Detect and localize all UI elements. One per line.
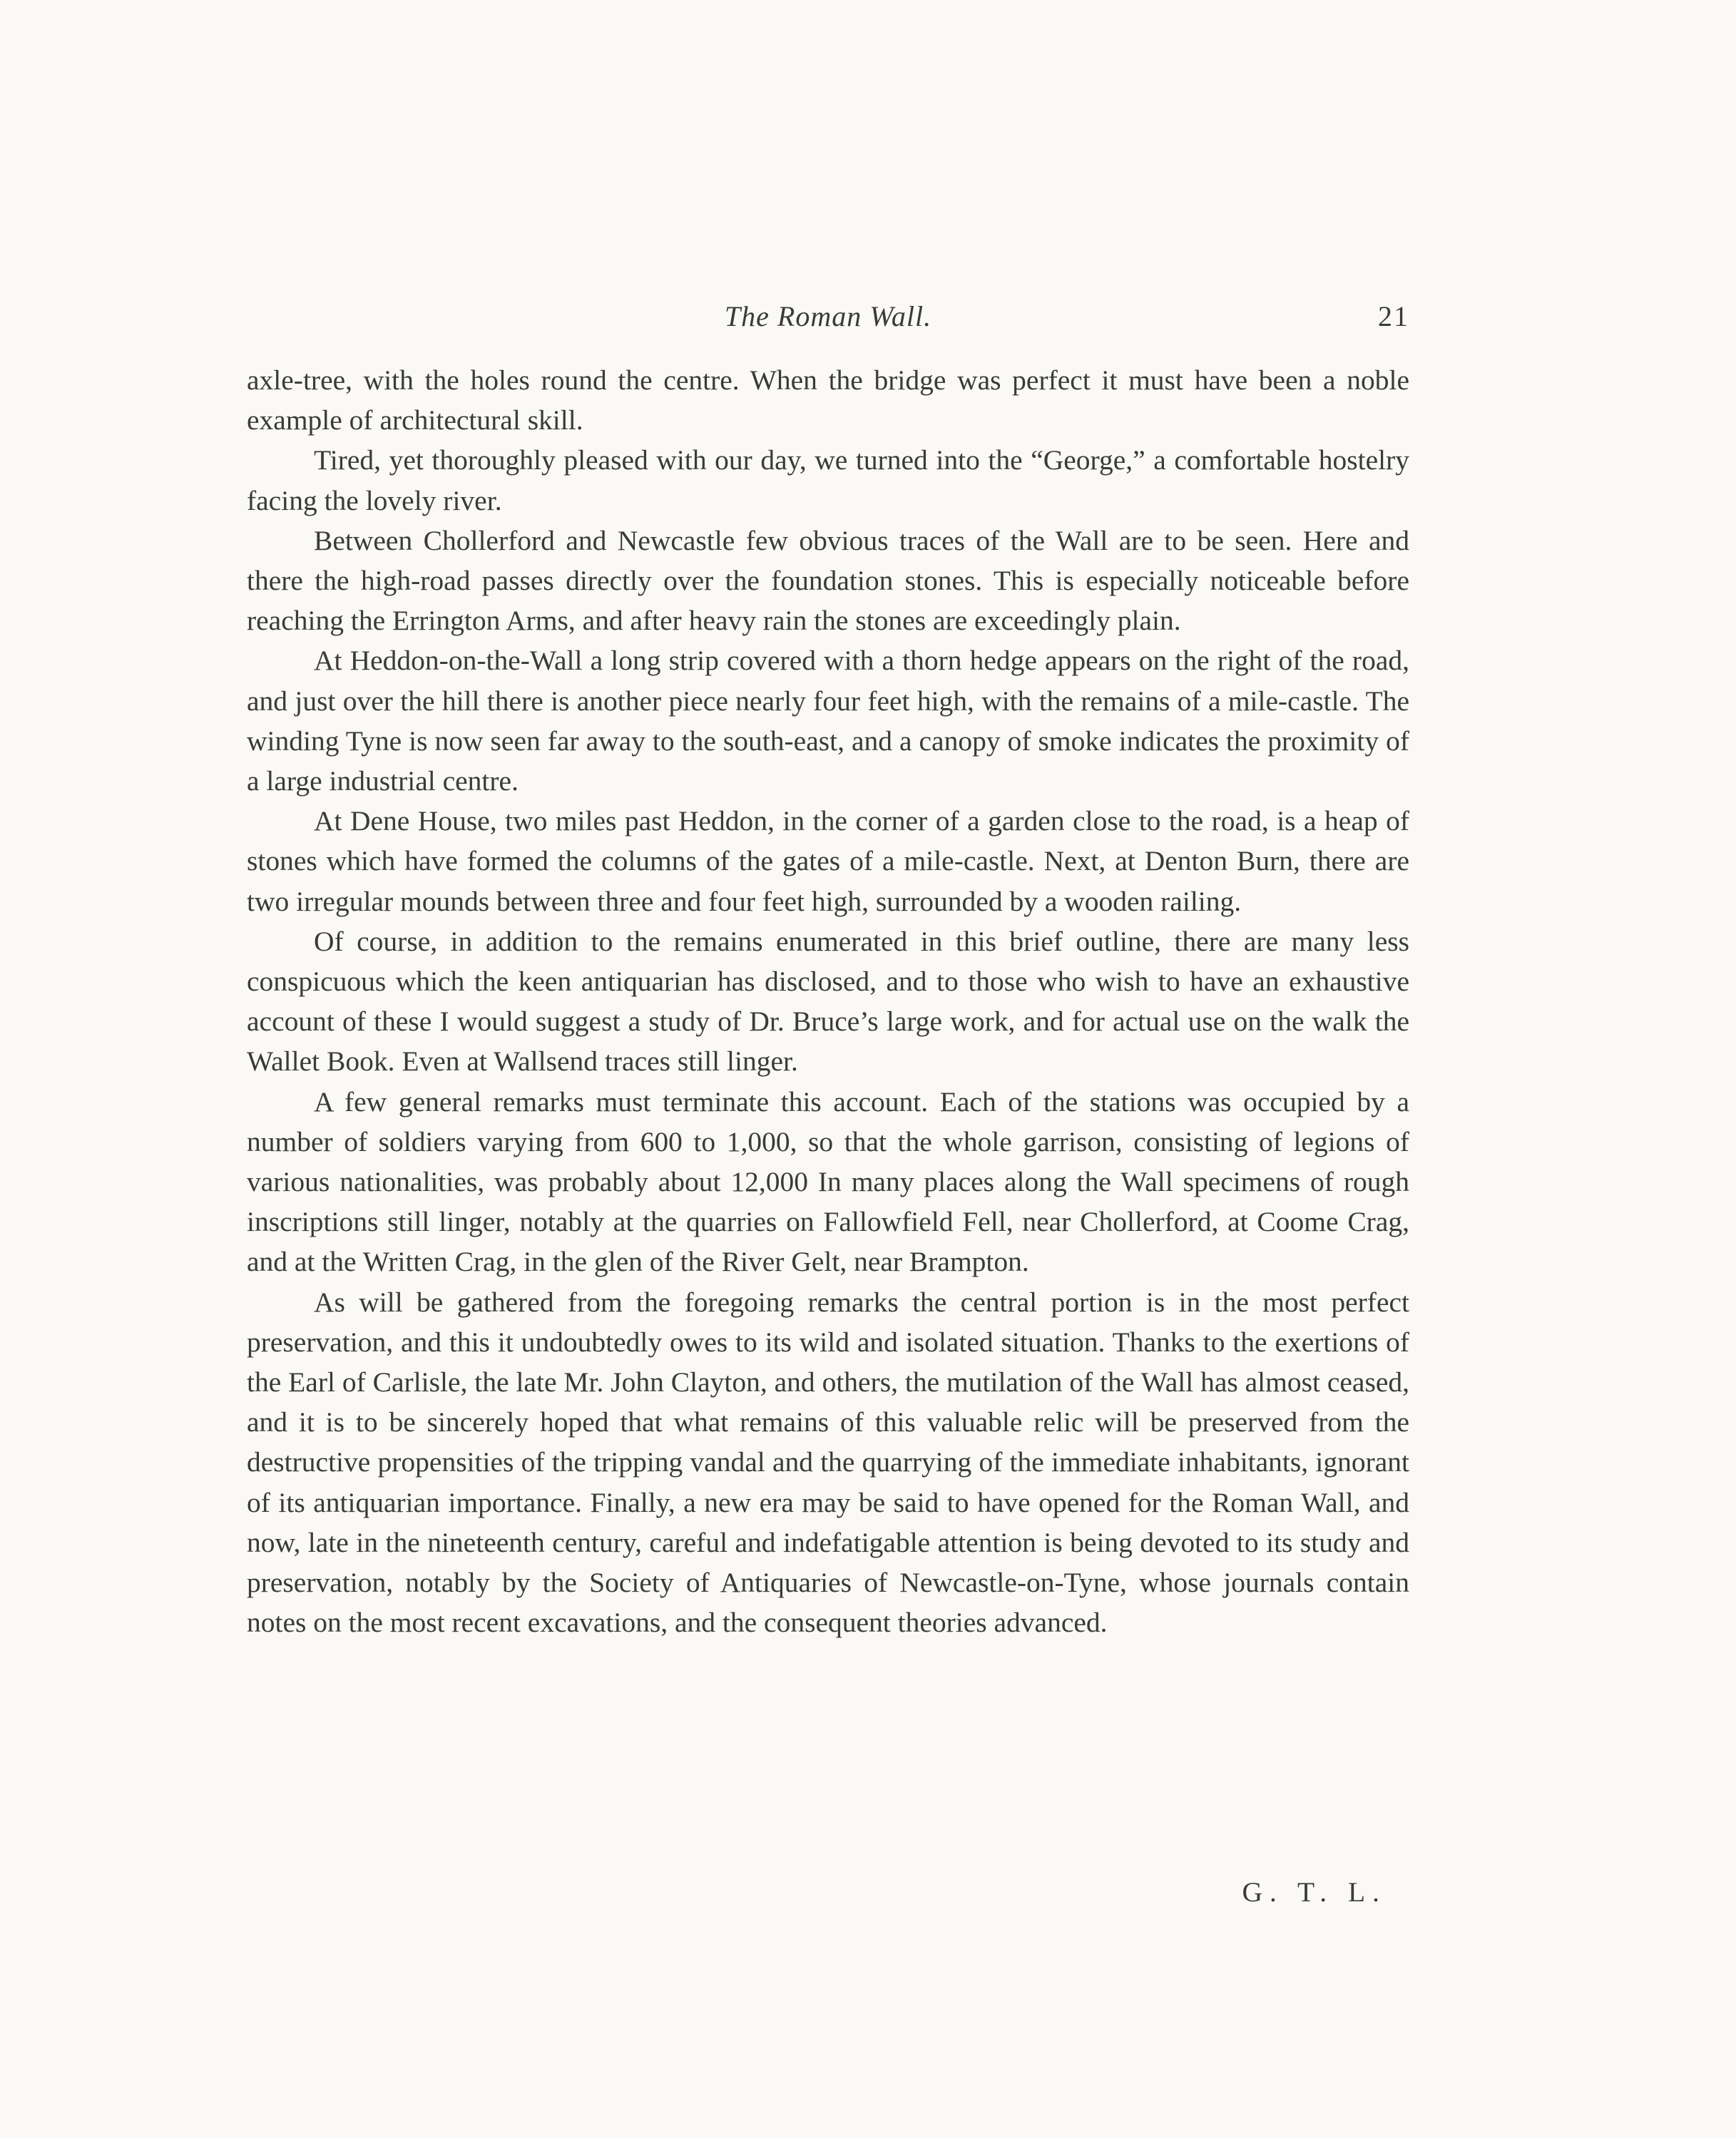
paragraph: Of course, in addition to the remains enumerated in this brief outline, there are many less conspicuous which the keen antiquarian has disclosed, and to those who wish to have an exhaustive account of these I would suggest a study of Dr. Bruce’s large work, and for actual use on the walk the Wallet Book. Even at Wallsend traces still linger. bbox=[247, 925, 1409, 1078]
running-head bbox=[247, 300, 1409, 342]
page-number: 21 bbox=[1378, 300, 1409, 332]
paragraph: At Dene House, two miles past Heddon, in the corner of a garden close to the road, is a heap of stones which have formed the columns of the gates of a mile-castle. Next, at Denton Burn, there are two irregular mounds between three and four feet high, surrounded by a wooden railing. bbox=[247, 805, 1409, 917]
paragraph: axle-tree, with the holes round the centre. When the bridge was perfect it must have been a noble example of architectural skill. bbox=[247, 364, 1409, 436]
paragraph: A few general remarks must terminate this account. Each of the stations was occupied by a number of soldiers varying from 600 to 1,000, so that the whole garrison, consisting of legions of various nationalities, was probably about 12,000 In many places along the Wall specimens of rough inscriptions still linger, notably at the quarries on Fallowfield Fell, near Chollerford, at Coome Crag, and at the Written Crag, in the glen of the River Gelt, near Brampton. bbox=[247, 1085, 1409, 1278]
paragraph: As will be gathered from the foregoing remarks the central portion is in the most perfect preservation, and this it undoubtedly owes to its wild and isolated situation. Thanks to the exertions of the Earl of Carlisle, the late Mr. John Clayton, and others, the mutilation of the Wall has almost ceased, and it is to be sincerely hoped that what remains of this valuable relic will be preserved from the destructive propensities of the tripping vandal and the quarrying of the immediate inhabitants, ignorant of its antiquarian importance. Finally, a new era may be said to have opened for the Roman Wall, and now, late in the nineteenth century, careful and indefatigable attention is being devoted to its study and preservation, notably by the Society of Antiquaries of Newcastle-on-Tyne, whose journals contain notes on the most recent excavations, and the consequent theories advanced. bbox=[247, 1286, 1409, 1639]
paragraph: At Heddon-on-the-Wall a long strip covered with a thorn hedge appears on the right of the road, and just over the hill there is another piece nearly four feet high, with the remains of a mile-castle. The winding Tyne is now seen far away to the south-east, and a canopy of smoke indicates the proximity of a large industrial centre. bbox=[247, 645, 1409, 797]
paragraph: Between Chollerford and Newcastle few obvious traces of the Wall are to be seen. Here and there the high-road passes directly over the foundation stones. This is especially noticeable before reaching the Errington Arms, and after heavy rain the stones are exceedingly plain. bbox=[247, 524, 1409, 637]
author-initials: G. T. L. bbox=[1242, 1876, 1387, 1908]
paragraph: Tired, yet thoroughly pleased with our day, we turned into the “George,” a comfortable hostelry facing the lovely river. bbox=[247, 444, 1409, 516]
running-title: The Roman Wall. bbox=[724, 300, 932, 332]
body-text bbox=[247, 360, 1409, 1643]
